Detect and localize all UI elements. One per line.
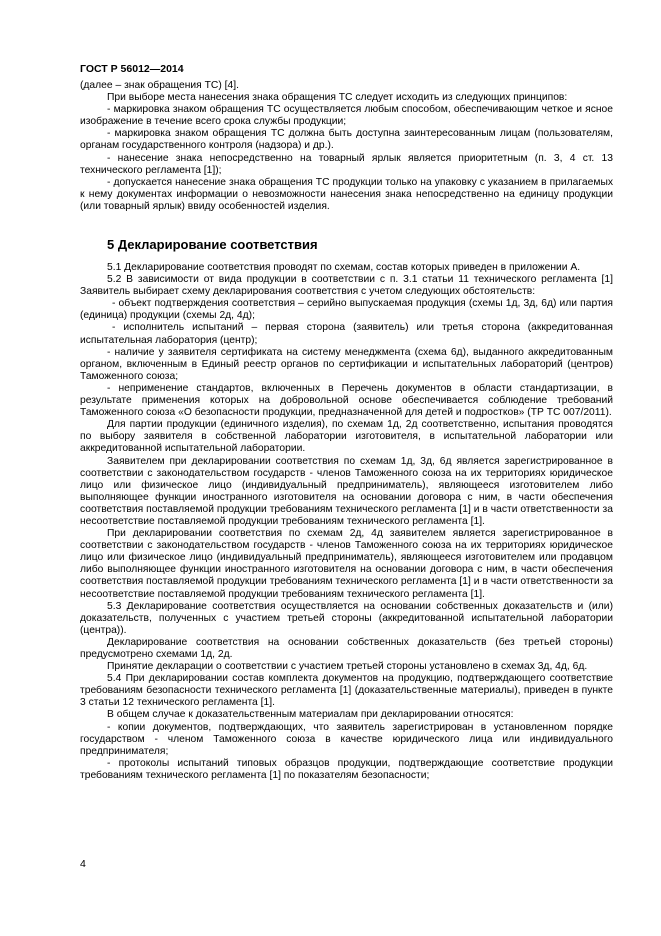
paragraph-block-2 [80,262,613,782]
paragraph: В общем случае к доказательственным материалам при декларировании относятся: [107,709,514,721]
paragraph: 5.4 При декларировании состав комплекта документов на продукцию, подтверждающего соответствие требованиям безопасности технического регламента [1] (доказательственные материалы), приведен в пункте 3 статьи 12 технического регламента [1]. [80,673,613,709]
paragraph: Для партии продукции (единичного изделия), по схемам 1д, 2д соответственно, испытания проводятся по выбору заявителя в собственной лаборатории изготовителя, в испытательной лаборатории или аккредитованной испытательной лаборатории. [80,419,613,455]
paragraph-block-1 [80,80,613,213]
paragraph: - маркировка знаком обращения ТС должна быть доступна заинтересованным лицам (пользователям, органам государственного контроля (надзора) и др.). [80,128,613,152]
paragraph: Заявителем при декларировании соответствия по схемам 1д, 3д, 6д является зарегистрированное в соответствии с законодательством государств - членов Таможенного союза на их территориях юридическое лицо или физическое лицо (индивидуальный предприниматель), являющееся изготовителем либо выполняющее функции иностранного изготовителя на основании договора с ним, в части обеспечения соответствия поставляемой продукции требованиям технического регламента [1] и в части ответственности за несоответствие поставляемой продукции требованиям технического регламента [1]. [80,455,613,527]
paragraph: При декларировании соответствия по схемам 2д, 4д заявителем является зарегистрированное в соответствии с законодательством государств - членов Таможенного союза на их территориях юридическое лицо или физическое лицо (индивидуальный предприниматель), являющееся изготовителем или продавцом либо выполняющее функции иностранного изготовителя на основании договора с ним, в части обеспечения соответствия поставляемой продукции требованиям технического регламента [1] и в части ответственности за несоответствие поставляемой продукции требованиям технического регламента [1]. [80,528,613,600]
page-number: 4 [80,858,86,870]
paragraph: - нанесение знака непосредственно на товарный ярлык является приоритетным (п. 3, 4 ст. 13 технического регламента [1]); [80,152,613,176]
paragraph: - неприменение стандартов, включенных в Перечень документов в области стандартизации, в результате применения которых на добровольной основе обеспечивается соблюдение требований Таможенного союза «О безопасности продукции, предназначенной для детей и подростков» (ТР ТС 007/2011). [80,382,613,419]
paragraph: - маркировка знаком обращения ТС осуществляется любым способом, обеспечивающим четкое и ясное изображение в течение всего срока службы продукции; [80,104,613,128]
paragraph: - наличие у заявителя сертификата на систему менеджмента (схема 6д), выданного аккредитованным органом, включенным в Единый реестр органов по сертификации и испытательных лабораторий (центров) Таможенного союза; [80,346,613,382]
paragraph: (далее – знак обращения ТС) [4]. [80,80,239,91]
paragraph: - допускается нанесение знака обращения ТС продукции только на упаковку с указанием в прилагаемых к нему документах информации о невозможности нанесения знака непосредственно на единицу продукции (или товарный ярлык) ввиду особенностей изделия. [80,176,613,212]
paragraph: - исполнитель испытаний – первая сторона (заявитель) или третья сторона (аккредитованная испытательная лаборатория (центр); [80,322,613,346]
document-header: ГОСТ Р 56012—2014 [80,63,184,75]
paragraph: Принятие декларации о соответствии с участием третьей стороны установлено в схемах 3д, 4д, 6д. [107,661,588,673]
paragraph: 5.3 Декларирование соответствия осуществляется на основании собственных доказательств и (или) доказательств, полученных с участием третьей стороны (аккредитованной испытательной лаборатории (центра)). [80,600,613,636]
paragraph: 5.2 В зависимости от вида продукции в соответствии с п. 3.1 статьи 11 технического регламента [1] Заявитель выбирает схему декларирования соответствия с учетом следующих обстоятельств: [80,274,613,298]
paragraph: - копии документов, подтверждающих, что заявитель зарегистрирован в установленном порядке государством - членом Таможенного союза в качестве юридического лица или индивидуального предпринимателя; [80,721,613,757]
paragraph: Декларирование соответствия на основании собственных доказательств (без третьей стороны) предусмотрено схемами 1д, 2д. [80,636,613,660]
section-title: 5 Декларирование соответствия [107,237,318,252]
paragraph: При выборе места нанесения знака обращения ТС следует исходить из следующих принципов: [107,92,568,104]
paragraph: 5.1 Декларирование соответствия проводят по схемам, состав которых приведен в приложении А. [107,262,581,273]
paragraph: - протоколы испытаний типовых образцов продукции, подтверждающие соответствие продукции требованиям технического регламента [1] по показателям безопасности; [80,757,613,781]
paragraph: - объект подтверждения соответствия – серийно выпускаемая продукция (схемы 1д, 3д, 6д) или партия (единица) продукции (схемы 2д, 4д); [80,298,613,322]
